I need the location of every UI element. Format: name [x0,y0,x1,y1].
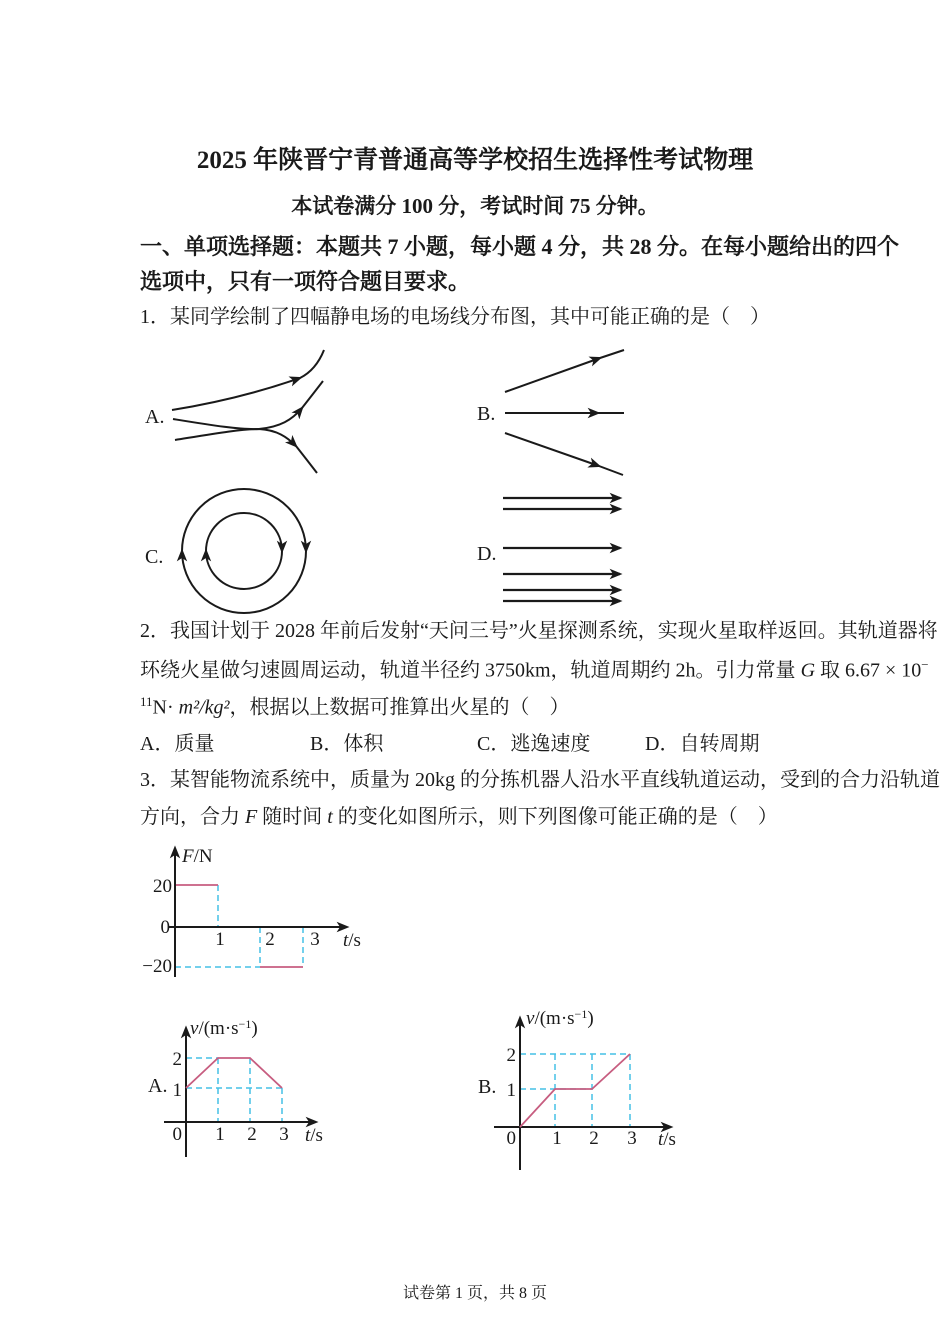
field-line [505,358,600,392]
unit-expression: m²/kg² [178,696,230,719]
question3-line2-text2: 随时间 [257,806,328,828]
x-tick-3: 3 [627,1128,637,1149]
page-subtitle: 本试卷满分 100 分，考试时间 75 分钟。 [291,194,659,218]
field-line [600,350,624,358]
question2-line2-text: 环绕火星做匀速圆周运动，轨道半径约 3750km，轨道周期约 2h。引力常量 [140,659,801,682]
field-line-figure [140,330,660,630]
origin-label: 0 [172,1124,182,1145]
x-tick-3: 3 [310,929,320,950]
question3-line2 [140,806,778,829]
gravitational-constant-symbol: G [800,659,816,682]
x-tick-2: 2 [265,929,275,950]
page-footer: 试卷第 1 页，共 8 页 [402,1285,547,1302]
option-label-c: C. [145,546,164,568]
question3-line2-text3: 的变化如图所示，则下列图像可能正确的是（ ） [332,806,778,828]
field-diagram-A [172,350,324,473]
y-axis-label: $v/(m\cdot s^{-1})$ [526,1007,594,1029]
x-tick-1: 1 [215,1124,225,1145]
question2-line3-text: ，根据以上数据可推算出火星的（ ） [229,696,570,719]
field-diagram-B [505,350,624,475]
x-axis-label: t/s [658,1129,676,1150]
question3-line2-text: 方向，合力 [140,806,245,828]
page-title: 2025 年陕晋宁青普通高等学校招生选择性考试物理 [196,147,754,174]
origin-label: 0 [506,1128,516,1149]
y-tick-0: 0 [160,917,170,938]
option-label-a: A. [145,406,165,428]
field-line [296,446,317,473]
question2-line2-text2: 取 6.67 × 10 [815,659,922,682]
force-time-graph [140,840,380,980]
y-tick-2: 2 [172,1049,182,1070]
field-line-circle [206,513,244,589]
y-axis-label: F/N [182,846,213,867]
field-line-circle [244,489,306,613]
q2-option-d: D．自转周期 [645,733,760,755]
field-line-circle [244,513,282,589]
x-tick-1: 1 [552,1128,562,1149]
question2-line3 [140,695,570,720]
field-diagram-C [182,489,306,613]
field-line [302,381,323,408]
velocity-curve [520,1054,630,1127]
question2-line2 [140,658,929,683]
x-axis-label: t/s [305,1125,323,1146]
velocity-curve [186,1058,282,1088]
question1-stem: 1．某同学绘制了四幅静电场的电场线分布图，其中可能正确的是（ ） [140,306,770,328]
option-label-b: B. [477,403,496,425]
x-tick-3: 3 [279,1124,289,1145]
y-axis-label: $v/(m\cdot s^{-1})$ [190,1017,258,1039]
q2-option-b: B．体积 [310,733,384,755]
field-line [173,408,302,429]
force-symbol: F [245,806,258,828]
y-tick-2: 2 [506,1045,516,1066]
field-line [175,429,296,446]
exponent-value: 11 [140,694,153,709]
y-tick-20: 20 [153,876,172,897]
question3-line1: 3．某智能物流系统中，质量为 20kg 的分拣机器人沿水平直线轨道运动，受到的合力沿轨道 [140,769,940,791]
option-label-d: D. [477,543,497,565]
option-label-b2: B. [478,1076,497,1098]
x-tick-1: 1 [215,929,225,950]
field-line [505,433,599,466]
q2-option-a: A．质量 [140,733,215,755]
section-heading-line2: 选项中，只有一项符合题目要求。 [140,269,471,294]
y-tick-neg20: −20 [142,956,172,977]
field-line-circle [182,489,244,613]
question2-line3-unit: N· [152,696,179,719]
y-tick-1: 1 [172,1080,182,1101]
section-heading-line1: 一、单项选择题：本题共 7 小题，每小题 4 分，共 28 分。在每小题给出的四个 [140,234,900,259]
option-label-a2: A. [148,1075,168,1097]
x-axis-label: t/s [343,930,361,951]
field-diagram-D [503,498,620,601]
field-line [599,466,623,475]
x-tick-2: 2 [247,1124,257,1145]
x-tick-2: 2 [589,1128,599,1149]
field-line [300,350,324,378]
y-tick-1: 1 [506,1080,516,1101]
velocity-time-graph-A [140,1015,340,1165]
question2-line1: 2．我国计划于 2028 年前后发射“天问三号”火星探测系统，实现火星取样返回。其轨道器将 [140,620,938,642]
velocity-time-graph-B [468,1008,703,1178]
exponent-sign: − [921,657,929,672]
field-line [172,378,300,410]
time-symbol: t [327,806,333,828]
q2-option-c: C．逃逸速度 [477,733,591,755]
